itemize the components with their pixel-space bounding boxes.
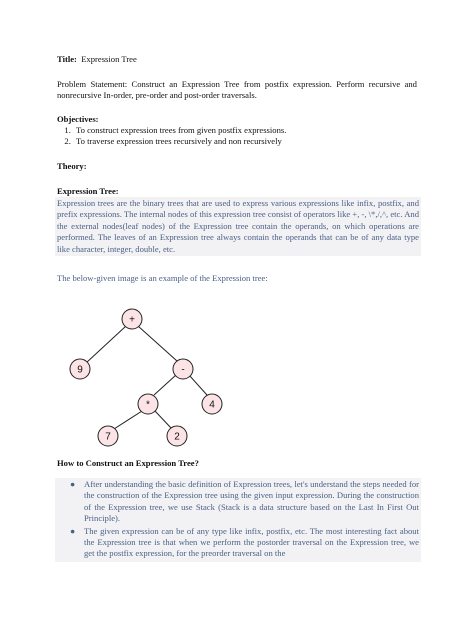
- tree-node-label: 9: [77, 364, 83, 376]
- tree-node-label: 4: [209, 399, 215, 411]
- tree-node: [98, 426, 118, 446]
- theory-heading: Theory:: [57, 161, 87, 171]
- tree-node-label: +: [129, 314, 135, 326]
- tree-node: [173, 359, 193, 379]
- construct-bullets-block: [55, 478, 421, 562]
- bullet-text: After understanding the basic definition of Expression trees, let's understand the steps needed for the construction of the Expression tree using the given input expression. During the construction of the Expression tree, we use Stack (Stack is a data structure based on the Last In First Out Principle).: [84, 479, 419, 524]
- tree-node-label: 2: [174, 431, 180, 443]
- edge-minus-4: [189, 375, 207, 395]
- tree-node: [202, 394, 222, 414]
- bullet-dot-icon: ●: [70, 479, 76, 489]
- expression-tree-paragraph: Expression trees are the binary trees that are used to express various expressions like infix, postfix, and prefix expressions. The internal nodes of this expression tree consist of operators like +, -, \*,/,^, etc. And the external nodes(leaf nodes) of the Expression tree contain the operands, on which operations are performed. The leaves of an Expression tree always contain the operands that can be of any data type like character, integer, double, etc.: [55, 197, 421, 256]
- tree-node: [167, 426, 187, 446]
- title-label: Title:: [57, 54, 77, 64]
- edge-times-2: [155, 411, 172, 429]
- problem-label: Problem Statement:: [57, 79, 128, 89]
- problem-text: Construct an Expression Tree from postfix expression. Perform recursive and nonrecursive In-order, pre-order and post-order traversals.: [57, 79, 417, 101]
- construct-bullet-list: [57, 479, 419, 560]
- expression-tree-heading: Expression Tree:: [57, 186, 119, 196]
- tree-node: [70, 359, 90, 379]
- objectives-heading: Objectives:: [57, 114, 99, 124]
- tree-node: [138, 394, 158, 414]
- tree-node-label: *: [146, 399, 150, 411]
- bullet-dot-icon: ●: [70, 525, 76, 536]
- bullet-item: [70, 479, 419, 525]
- objective-item: 1. To construct expression trees from given postfix expressions.: [73, 125, 417, 136]
- construct-heading: How to Construct an Expression Tree?: [57, 458, 199, 468]
- edge-minus-times: [154, 375, 176, 395]
- bullet-text: The given expression can be of any type like infix, postfix, etc. The most interesting fact about the Expression tree is that when we perform the postorder traversal on the Expression tree, we get the postfix expression, for the preorder traversal on the: [84, 525, 419, 559]
- tree-node-label: -: [181, 364, 185, 376]
- edge-times-7: [114, 411, 142, 429]
- tree-node-label: 7: [105, 431, 111, 443]
- bullet-item: [70, 525, 419, 560]
- edge-plus-minus: [138, 326, 177, 361]
- title-value: Expression Tree: [81, 54, 137, 64]
- edge-plus-9: [86, 326, 126, 363]
- objective-item: 2. To traverse expression trees recursively and non recursively: [73, 136, 417, 147]
- tree-node: [122, 309, 142, 329]
- tree-intro-text: The below-given image is an example of the Expression tree:: [57, 273, 268, 283]
